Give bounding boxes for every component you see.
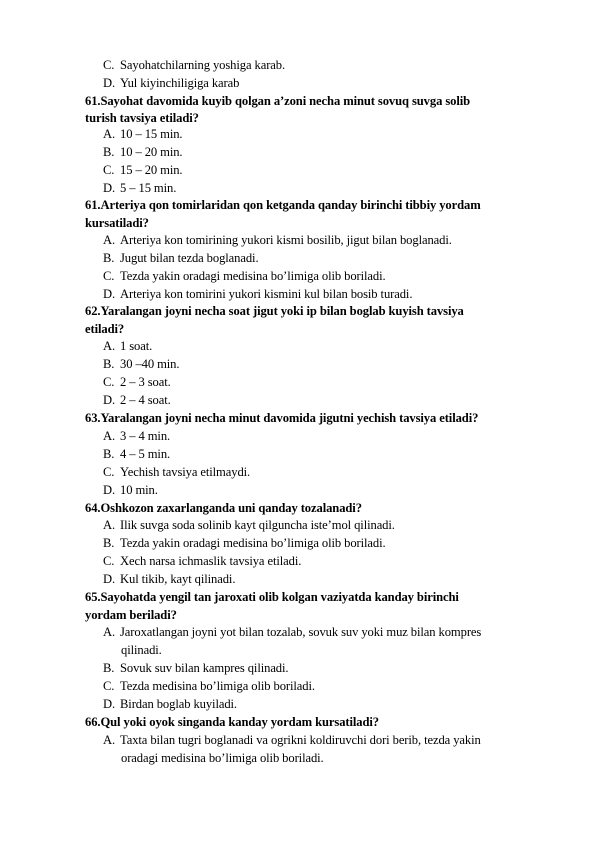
option-text: 10 min. bbox=[120, 483, 158, 497]
option-d bbox=[103, 391, 171, 409]
question-text: Yaralangan joyni necha soat jigut yoki ip bilan boglab kuyish tavsiya bbox=[100, 304, 464, 318]
option-text: Yechish tavsiya etilmaydi. bbox=[120, 465, 251, 479]
option-d bbox=[103, 74, 239, 92]
option-c bbox=[103, 552, 301, 570]
option-letter: C. bbox=[103, 465, 115, 479]
option-letter: C. bbox=[103, 58, 115, 72]
question-text: Arteriya qon tomirlaridan qon ketganda qanday birinchi tibbiy yordam bbox=[100, 198, 481, 212]
question-title-continued: kursatiladi? bbox=[85, 216, 149, 230]
option-text: Jaroxatlangan joyni yot bilan tozalab, sovuk suv yoki muz bilan kompres bbox=[120, 625, 482, 639]
option-b bbox=[103, 249, 259, 267]
option-text: 30 –40 min. bbox=[120, 357, 180, 371]
question-number: 65. bbox=[85, 590, 101, 604]
option-text: 2 – 4 soat. bbox=[120, 393, 171, 407]
option-letter: B. bbox=[103, 357, 115, 371]
option-letter: D. bbox=[103, 393, 116, 407]
option-letter: B. bbox=[103, 447, 115, 461]
question-title-continued: yordam beriladi? bbox=[85, 608, 177, 622]
question-text: Sayohat davomida kuyib qolgan a’zoni necha minut sovuq suvga solib bbox=[100, 94, 471, 108]
option-letter: B. bbox=[103, 145, 115, 159]
option-letter: B. bbox=[103, 536, 115, 550]
option-text: Tezda medisina bo’limiga olib boriladi. bbox=[120, 679, 315, 693]
option-letter: A. bbox=[103, 233, 116, 247]
option-d bbox=[103, 179, 176, 197]
option-text: Arteriya kon tomirini yukori kismini kul bilan bosib turadi. bbox=[120, 287, 413, 301]
option-text: 10 – 20 min. bbox=[120, 145, 183, 159]
question-title bbox=[85, 713, 379, 731]
question-title bbox=[85, 409, 478, 427]
option-b bbox=[103, 143, 182, 161]
option-text: Taxta bilan tugri boglanadi va ogrikni koldiruvchi dori berib, tezda yakin bbox=[120, 733, 481, 747]
question-text: Sayohatda yengil tan jaroxati olib kolgan vaziyatda kanday birinchi bbox=[100, 590, 459, 604]
option-letter: D. bbox=[103, 697, 116, 711]
option-c bbox=[103, 161, 182, 179]
option-a bbox=[103, 125, 182, 143]
question-number: 66. bbox=[85, 715, 101, 729]
question-title bbox=[85, 499, 362, 517]
option-a bbox=[103, 731, 481, 749]
option-text: 15 – 20 min. bbox=[120, 163, 183, 177]
option-letter: A. bbox=[103, 127, 116, 141]
option-a bbox=[103, 231, 452, 249]
option-text: 4 – 5 min. bbox=[120, 447, 171, 461]
option-text-continued: oradagi medisina bo’limiga olib boriladi. bbox=[121, 751, 324, 765]
question-number: 61. bbox=[85, 198, 101, 212]
option-letter: C. bbox=[103, 375, 115, 389]
question-title bbox=[85, 196, 481, 214]
option-text: Sovuk suv bilan kampres qilinadi. bbox=[120, 661, 289, 675]
option-c bbox=[103, 677, 315, 695]
option-text: 10 – 15 min. bbox=[120, 127, 183, 141]
option-a bbox=[103, 623, 481, 641]
option-c bbox=[103, 56, 285, 74]
option-letter: D. bbox=[103, 572, 116, 586]
option-letter: C. bbox=[103, 269, 115, 283]
option-b bbox=[103, 445, 170, 463]
option-b bbox=[103, 534, 386, 552]
question-text: Oshkozon zaxarlanganda uni qanday tozalanadi? bbox=[100, 501, 362, 515]
option-c bbox=[103, 267, 386, 285]
option-c bbox=[103, 463, 250, 481]
option-text: Birdan boglab kuyiladi. bbox=[120, 697, 237, 711]
option-letter: A. bbox=[103, 339, 116, 353]
question-title bbox=[85, 92, 470, 110]
question-number: 64. bbox=[85, 501, 101, 515]
option-letter: A. bbox=[103, 733, 116, 747]
option-text: Tezda yakin oradagi medisina bo’limiga olib boriladi. bbox=[120, 536, 386, 550]
question-text: Yaralangan joyni necha minut davomida jigutni yechish tavsiya etiladi? bbox=[100, 411, 479, 425]
option-d bbox=[103, 481, 158, 499]
option-a bbox=[103, 427, 170, 445]
option-text: 5 – 15 min. bbox=[120, 181, 177, 195]
option-letter: A. bbox=[103, 429, 116, 443]
option-letter: C. bbox=[103, 554, 115, 568]
option-letter: A. bbox=[103, 625, 116, 639]
option-text: Sayohatchilarning yoshiga karab. bbox=[120, 58, 286, 72]
option-a bbox=[103, 516, 395, 534]
question-title bbox=[85, 302, 464, 320]
option-letter: C. bbox=[103, 679, 115, 693]
option-text: Kul tikib, kayt qilinadi. bbox=[120, 572, 236, 586]
option-letter: D. bbox=[103, 76, 116, 90]
option-text: Yul kiyinchiligiga karab bbox=[120, 76, 240, 90]
question-number: 63. bbox=[85, 411, 101, 425]
option-text: Jugut bilan tezda boglanadi. bbox=[120, 251, 259, 265]
option-letter: C. bbox=[103, 163, 115, 177]
option-text: Ilik suvga soda solinib kayt qilguncha iste’mol qilinadi. bbox=[120, 518, 395, 532]
option-letter: A. bbox=[103, 518, 116, 532]
option-b bbox=[103, 659, 288, 677]
option-letter: D. bbox=[103, 287, 116, 301]
option-text: Xech narsa ichmaslik tavsiya etiladi. bbox=[120, 554, 302, 568]
option-d bbox=[103, 570, 235, 588]
option-text: Tezda yakin oradagi medisina bo’limiga olib boriladi. bbox=[120, 269, 386, 283]
option-text: 3 – 4 min. bbox=[120, 429, 171, 443]
option-a bbox=[103, 337, 152, 355]
option-d bbox=[103, 285, 412, 303]
question-number: 62. bbox=[85, 304, 101, 318]
question-text: Qul yoki oyok singanda kanday yordam kursatiladi? bbox=[100, 715, 379, 729]
question-title-continued: turish tavsiya etiladi? bbox=[85, 111, 199, 125]
option-letter: B. bbox=[103, 661, 115, 675]
option-letter: D. bbox=[103, 483, 116, 497]
option-text: Arteriya kon tomirining yukori kismi bosilib, jigut bilan boglanadi. bbox=[120, 233, 452, 247]
question-title-continued: etiladi? bbox=[85, 322, 125, 336]
option-b bbox=[103, 355, 179, 373]
question-title bbox=[85, 588, 459, 606]
option-letter: D. bbox=[103, 181, 116, 195]
question-number: 61. bbox=[85, 94, 101, 108]
option-letter: B. bbox=[103, 251, 115, 265]
option-c bbox=[103, 373, 171, 391]
option-text: 1 soat. bbox=[120, 339, 153, 353]
option-d bbox=[103, 695, 237, 713]
option-text: 2 – 3 soat. bbox=[120, 375, 171, 389]
option-text-continued: qilinadi. bbox=[121, 643, 162, 657]
